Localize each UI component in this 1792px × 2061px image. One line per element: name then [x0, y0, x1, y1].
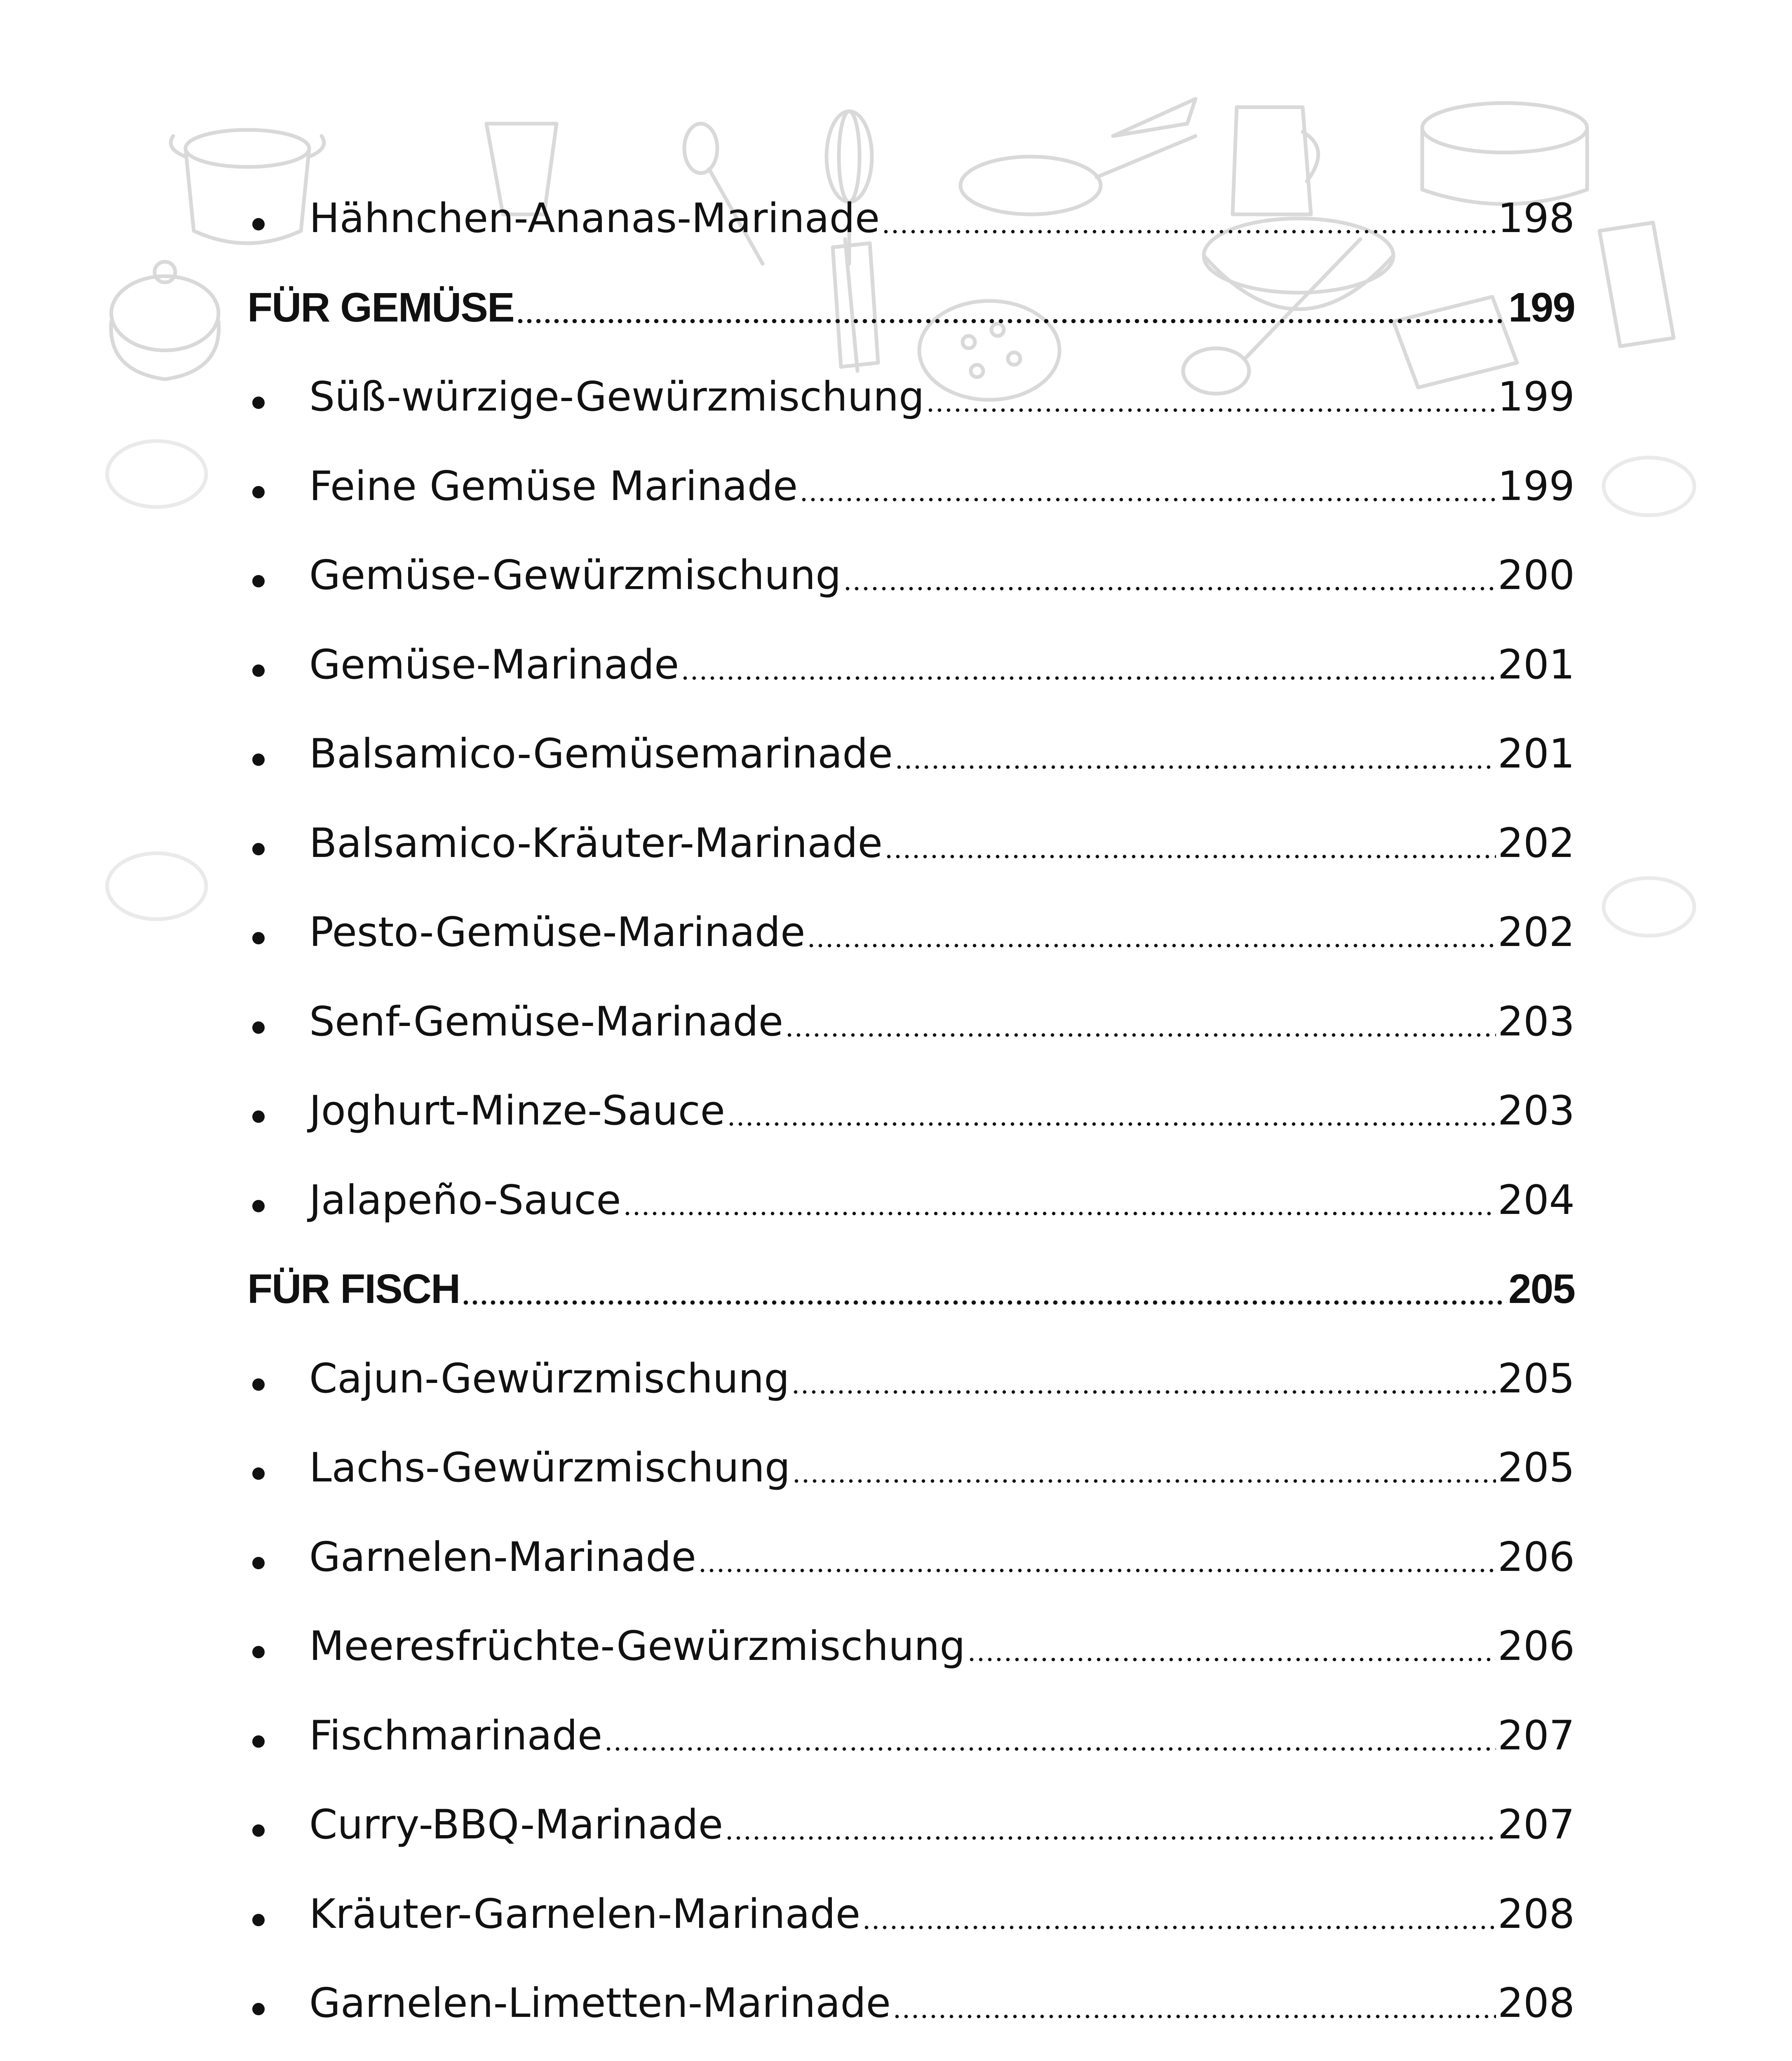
toc-entry[interactable] — [247, 881, 1575, 955]
dot-leader — [698, 1506, 1496, 1580]
toc-page-number: 198 — [1497, 195, 1575, 242]
bullet-icon — [247, 613, 309, 688]
toc-entry[interactable] — [247, 970, 1575, 1045]
toc-page-number: 206 — [1497, 1533, 1575, 1581]
toc-entry-title: Joghurt-Minze-Sauce — [309, 1087, 725, 1134]
toc-entry-title: Kräuter-Garnelen-Marinade — [309, 1890, 861, 1938]
toc-page-number: 203 — [1497, 1087, 1575, 1134]
bullet-icon — [247, 1952, 309, 2026]
dot-leader — [881, 167, 1496, 241]
toc-entry[interactable] — [247, 1416, 1575, 1491]
dot-leader — [926, 345, 1496, 420]
toc-entry[interactable] — [247, 1327, 1575, 1401]
toc-page-number: 199 — [1497, 462, 1575, 510]
toc-entry-title: Meeresfrüchte-Gewürzmischung — [309, 1623, 965, 1670]
dot-leader — [727, 1059, 1496, 1134]
toc-page-number: 199 — [1508, 284, 1575, 331]
toc-entry[interactable] — [247, 167, 1575, 241]
bullet-icon — [247, 1416, 309, 1491]
toc-entry[interactable] — [247, 345, 1575, 420]
dot-leader — [791, 1327, 1496, 1401]
dot-leader — [807, 881, 1496, 955]
bullet-icon — [247, 345, 309, 420]
toc-entry-title: Cajun-Gewürzmischung — [309, 1355, 790, 1402]
toc-entry-title: FÜR FISCH — [247, 1266, 460, 1312]
dot-leader — [604, 1684, 1496, 1758]
toc-entry-title: Pesto-Gemüse-Marinade — [309, 909, 806, 956]
dot-leader — [884, 792, 1496, 866]
dot-leader — [892, 1952, 1496, 2026]
dot-leader — [843, 524, 1496, 598]
toc-page-number: 205 — [1497, 1444, 1575, 1491]
toc-entry-title: Fischmarinade — [309, 1712, 603, 1759]
toc-page-number: 205 — [1508, 1266, 1575, 1312]
toc-page-number: 201 — [1497, 641, 1575, 688]
bullet-icon — [247, 1863, 309, 1937]
toc-entry-title: Garnelen-Marinade — [309, 1533, 696, 1581]
bullet-icon — [247, 881, 309, 955]
dot-leader — [681, 613, 1496, 688]
toc-page-number: 199 — [1497, 373, 1575, 420]
bullet-icon — [247, 702, 309, 777]
toc-page-number: 201 — [1497, 730, 1575, 777]
toc-entry[interactable] — [247, 702, 1575, 777]
toc-page-number: 205 — [1497, 1355, 1575, 1402]
dot-leader — [895, 702, 1496, 777]
toc-entry[interactable] — [247, 435, 1575, 509]
toc-page-number: 204 — [1497, 1176, 1575, 1224]
bullet-icon — [247, 1327, 309, 1401]
dot-leader — [862, 1863, 1496, 1937]
toc-entry[interactable] — [247, 1952, 1575, 2026]
toc-entry-title: Feine Gemüse Marinade — [309, 462, 798, 510]
toc-entry-title: Gemüse-Gewürzmischung — [309, 552, 841, 599]
toc-entry[interactable] — [247, 1863, 1575, 1937]
dot-leader — [785, 970, 1496, 1045]
dot-leader — [817, 2041, 1496, 2061]
dot-leader — [725, 1773, 1496, 1847]
toc-entry-title: Hähnchen-Ananas-Marinade — [309, 195, 880, 242]
toc-entry[interactable] — [247, 1149, 1575, 1223]
toc-entry-title: Senf-Gemüse-Marinade — [309, 998, 784, 1045]
toc-page-number: 202 — [1497, 909, 1575, 956]
toc-entry[interactable] — [247, 1059, 1575, 1134]
bullet-icon — [247, 1684, 309, 1758]
toc-entry-title: Süß-würzige-Gewürzmischung — [309, 373, 925, 420]
bullet-icon — [247, 1149, 309, 1223]
toc-entry-title: FÜR GEMÜSE — [247, 284, 514, 331]
toc-page-number: 206 — [1497, 1623, 1575, 1670]
dot-leader — [461, 1238, 1507, 1312]
toc-entry-title: Balsamico-Gemüsemarinade — [309, 730, 893, 777]
toc-page-number: 202 — [1497, 819, 1575, 867]
toc-page-number: 200 — [1497, 552, 1575, 599]
toc-entry-title: Jalapeño-Sauce — [309, 1176, 621, 1224]
bullet-icon — [247, 792, 309, 866]
toc-page-number: 207 — [1497, 1801, 1575, 1848]
toc-entry[interactable] — [247, 524, 1575, 598]
bullet-icon — [247, 1059, 309, 1134]
dot-leader — [623, 1149, 1496, 1223]
toc-section-heading[interactable] — [247, 1238, 1575, 1312]
bullet-icon — [247, 2041, 309, 2061]
dot-leader — [967, 1595, 1496, 1669]
toc-entry-title: Curry-BBQ-Marinade — [309, 1801, 723, 1848]
bullet-icon — [247, 167, 309, 241]
toc-page-number: 208 — [1497, 1980, 1575, 2027]
bullet-icon — [247, 970, 309, 1045]
toc-entry-title: Balsamico-Kräuter-Marinade — [309, 819, 883, 867]
toc-entry[interactable] — [247, 1684, 1575, 1758]
toc-entry[interactable] — [247, 1506, 1575, 1580]
toc-page-number: 203 — [1497, 998, 1575, 1045]
dot-leader — [799, 435, 1496, 509]
toc-entry-title: Lachs-Gewürzmischung — [309, 1444, 791, 1491]
toc-entry-title: Gemüse-Marinade — [309, 641, 679, 688]
toc-page-number: 208 — [1497, 1890, 1575, 1938]
toc-page-number: 207 — [1497, 1712, 1575, 1759]
dot-leader — [792, 1416, 1496, 1491]
dot-leader — [516, 256, 1507, 331]
bullet-icon — [247, 435, 309, 509]
toc-entry[interactable] — [247, 792, 1575, 866]
bullet-icon — [247, 1773, 309, 1847]
bullet-icon — [247, 524, 309, 598]
toc-section-heading[interactable] — [247, 256, 1575, 331]
toc-entry[interactable] — [247, 2041, 1575, 2061]
bullet-icon — [247, 1506, 309, 1580]
toc-entry[interactable] — [247, 1773, 1575, 1847]
toc-entry[interactable] — [247, 613, 1575, 688]
toc-entry-title: Garnelen-Limetten-Marinade — [309, 1980, 891, 2027]
toc-entry[interactable] — [247, 1595, 1575, 1669]
bullet-icon — [247, 1595, 309, 1669]
